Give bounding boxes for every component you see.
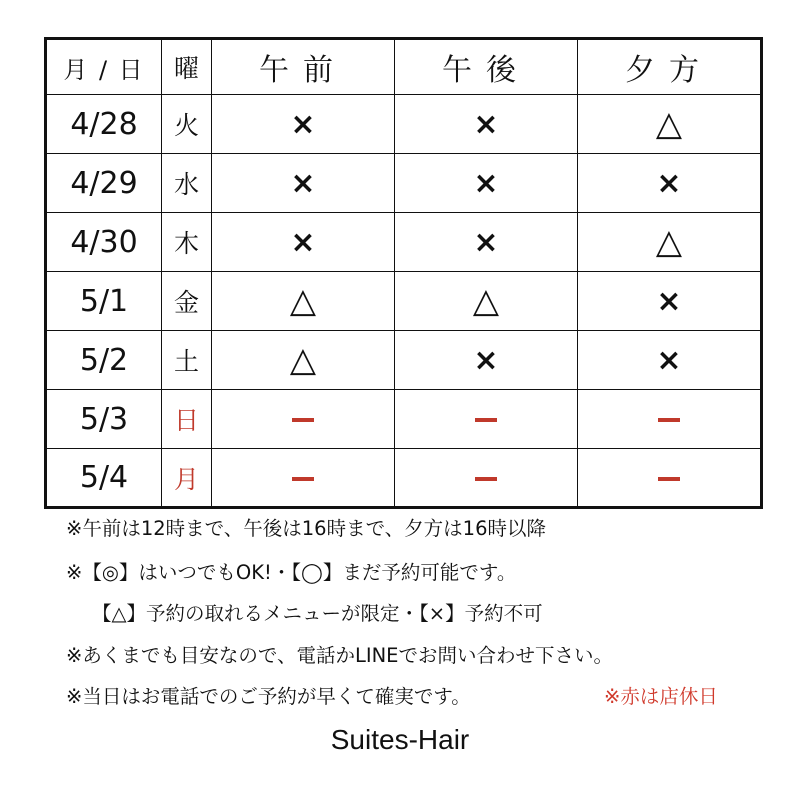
cell-evening	[578, 95, 762, 154]
cell-evening	[578, 449, 762, 508]
note-same-day: ※当日はお電話でのご予約が早くて確実です。	[66, 685, 471, 708]
cell-morning	[212, 272, 395, 331]
cell-morning	[212, 213, 395, 272]
limited-availability-icon: △	[289, 340, 317, 380]
cell-afternoon	[395, 390, 578, 449]
cell-morning	[212, 331, 395, 390]
unavailable-icon: ×	[656, 283, 682, 319]
note-closed-days: ※赤は店休日	[604, 685, 718, 708]
unavailable-icon: ×	[473, 224, 499, 260]
closed-dash-icon	[658, 418, 680, 422]
row-day-of-week: 水	[162, 154, 212, 213]
cell-afternoon	[395, 331, 578, 390]
closed-dash-icon	[475, 477, 497, 481]
header-day-of-week: 曜	[162, 39, 212, 95]
closed-dash-icon	[475, 418, 497, 422]
table-row	[46, 449, 762, 508]
row-date: 5/3	[46, 390, 162, 449]
table-row	[46, 390, 762, 449]
cell-evening	[578, 331, 762, 390]
unavailable-icon: ×	[656, 165, 682, 201]
note-contact: ※あくまでも目安なので、電話かLINEでお問い合わせ下さい。	[66, 644, 613, 667]
closed-dash-icon	[658, 477, 680, 481]
row-date: 4/29	[46, 154, 162, 213]
table-row	[46, 95, 762, 154]
cell-evening	[578, 213, 762, 272]
cell-evening	[578, 272, 762, 331]
cell-afternoon	[395, 95, 578, 154]
unavailable-icon: ×	[290, 106, 316, 142]
limited-availability-icon: △	[655, 104, 683, 144]
cell-morning	[212, 154, 395, 213]
closed-dash-icon	[292, 477, 314, 481]
row-day-of-week: 火	[162, 95, 212, 154]
unavailable-icon: ×	[473, 106, 499, 142]
row-day-of-week: 木	[162, 213, 212, 272]
cell-morning	[212, 390, 395, 449]
limited-availability-icon: △	[655, 222, 683, 262]
reservation-table	[44, 37, 763, 509]
row-date: 4/30	[46, 213, 162, 272]
unavailable-icon: ×	[473, 342, 499, 378]
table-row	[46, 213, 762, 272]
closed-dash-icon	[292, 418, 314, 422]
cell-afternoon	[395, 272, 578, 331]
table-row	[46, 154, 762, 213]
unavailable-icon: ×	[290, 224, 316, 260]
row-date: 5/2	[46, 331, 162, 390]
header-afternoon: 午後	[395, 39, 578, 95]
row-day-of-week: 月	[162, 449, 212, 508]
cell-evening	[578, 154, 762, 213]
unavailable-icon: ×	[290, 165, 316, 201]
note-hours: ※午前は12時まで、午後は16時まで、夕方は16時以降	[66, 517, 546, 540]
row-day-of-week: 日	[162, 390, 212, 449]
row-date: 4/28	[46, 95, 162, 154]
cell-morning	[212, 449, 395, 508]
row-date: 5/4	[46, 449, 162, 508]
table-row	[46, 272, 762, 331]
limited-availability-icon: △	[289, 281, 317, 321]
unavailable-icon: ×	[473, 165, 499, 201]
cell-evening	[578, 390, 762, 449]
cell-morning	[212, 95, 395, 154]
cell-afternoon	[395, 449, 578, 508]
limited-availability-icon: △	[472, 281, 500, 321]
row-date: 5/1	[46, 272, 162, 331]
note-legend-ok: ※【◎】はいつでもOK!・【◯】まだ予約可能です。	[66, 561, 517, 584]
cell-afternoon	[395, 213, 578, 272]
brand-name: Suites-Hair	[330, 724, 470, 755]
table-header-row	[46, 39, 762, 95]
note-legend-limited: 【△】予約の取れるメニューが限定・【×】予約不可	[92, 602, 543, 625]
cell-afternoon	[395, 154, 578, 213]
row-day-of-week: 金	[162, 272, 212, 331]
row-day-of-week: 土	[162, 331, 212, 390]
header-morning: 午前	[212, 39, 395, 95]
header-evening: 夕方	[578, 39, 762, 95]
unavailable-icon: ×	[656, 342, 682, 378]
table-row	[46, 331, 762, 390]
header-date: 月 / 日	[46, 39, 162, 95]
